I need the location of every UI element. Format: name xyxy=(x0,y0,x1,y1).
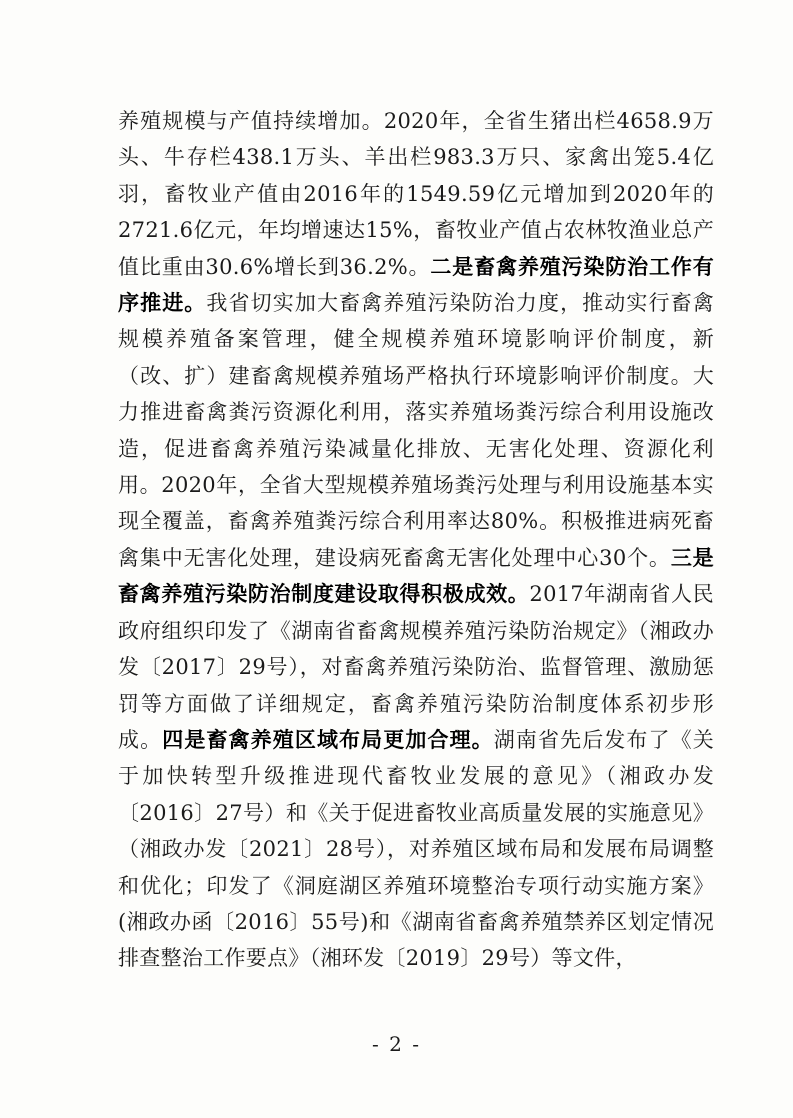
paragraph-text-segment: 我省切实加大畜禽养殖污染防治力度，推动实行畜禽规模养殖备案管理，健全规模养殖环境影响评价制度，新（改、扩）建畜禽规模养殖场严格执行环境影响评价制度。大力推进畜禽粪污资源化利用，落实养殖场粪污综合利用设施改造，促进畜禽养殖污染减量化排放、无害化处理、资源化利用。2020年，全省大型规模养殖场粪污处理与利用设施基本实现全覆盖，畜禽养殖粪污综合利用率达80%。积极推进病死畜禽集中无害化处理，建设病死畜禽无害化处理中心30个。 xyxy=(118,291,714,570)
bold-heading-segment: 二是畜禽养殖污染防治工作有序推进。 xyxy=(118,253,714,316)
body-paragraph xyxy=(118,103,714,977)
paragraph-text-segment: 养殖规模与产值持续增加。2020年，全省生猪出栏4658.9万头、牛存栏438.1万头、羊出栏983.3万只、家禽出笼5.4亿羽，畜牧业产值由2016年的1549.59亿元增加到2020年的2721.6亿元，年均增速达15%，畜牧业产值占农林牧渔业总产值比重由30.6%增长到36.2%。 xyxy=(118,109,714,279)
paragraph-text-segment: 湖南省先后发布了《关于加快转型升级推进现代畜牧业发展的意见》（湘政办发〔2016〕27号）和《关于促进畜牧业高质量发展的实施意见》（湘政办发〔2021〕28号），对养殖区域布局和发展布局调整和优化；印发了《洞庭湖区养殖环境整治专项行动实施方案》(湘政办函〔2016〕55号)和《湖南省畜禽养殖禁养区划定情况排查整治工作要点》（湘环发〔2019〕29号）等文件， xyxy=(118,727,715,971)
bold-heading-segment: 三是畜禽养殖污染防治制度建设取得积极成效。 xyxy=(118,544,714,607)
paragraph-text-segment: 2017年湖南省人民政府组织印发了《湖南省畜禽规模养殖污染防治规定》（湘政办发〔2017〕29号），对畜禽养殖污染防治、监督管理、激励惩罚等方面做了详细规定，畜禽养殖污染防治制度体系初步形成。 xyxy=(118,582,714,752)
bold-heading-segment: 四是畜禽养殖区域布局更加合理。 xyxy=(162,726,494,752)
page-number: - 2 - xyxy=(372,1032,421,1056)
